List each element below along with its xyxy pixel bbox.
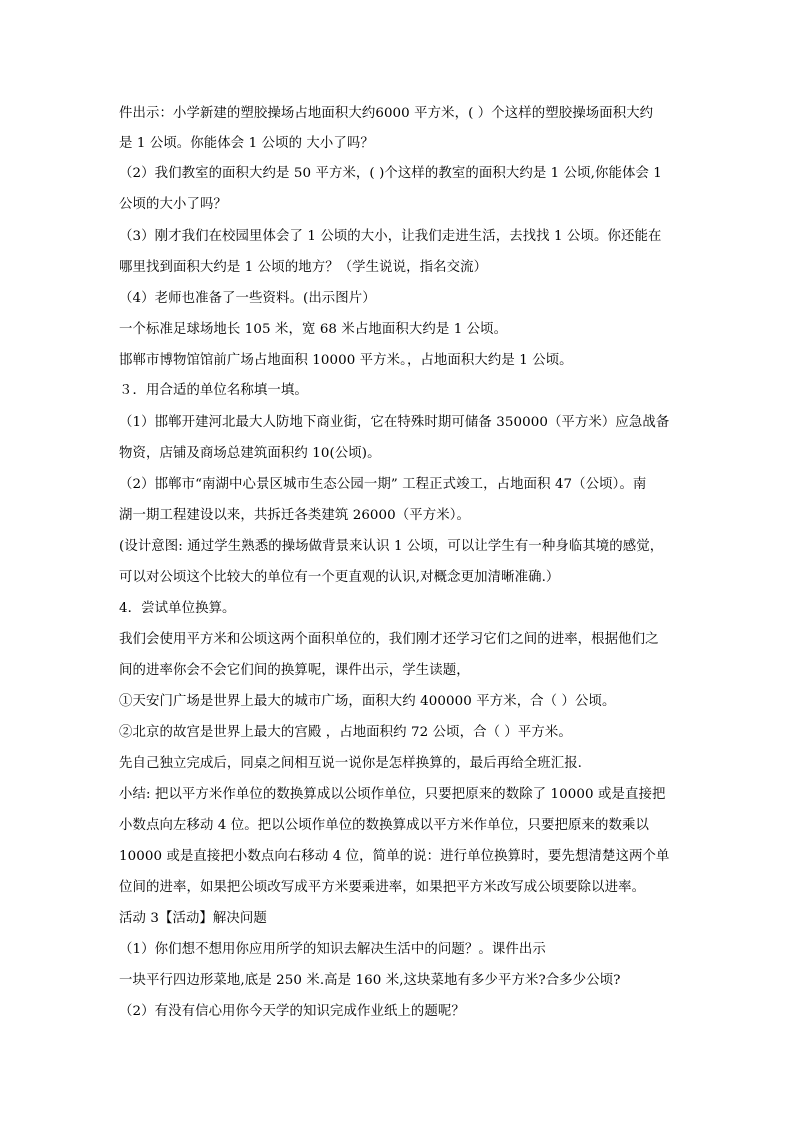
paragraph-line: 先自己独立完成后，同桌之间相互说一说你是怎样换算的，最后再给全班汇报. bbox=[119, 756, 583, 771]
paragraph-line: （2）我们教室的面积大约是 50 平方米，( )个这样的教室的面积大约是 1 公顷,你能体会 1 bbox=[119, 166, 662, 181]
section-heading: 4．尝试单位换算。 bbox=[119, 601, 236, 616]
paragraph-line: 一个标准足球场地长 105 米，宽 68 米占地面积大约是 1 公顷。 bbox=[119, 322, 508, 337]
paragraph-line: 是 1 公顷。你能体会 1 公顷的 大小了吗？ bbox=[119, 136, 374, 151]
paragraph-line: 邯郸市博物馆馆前广场占地面积 10000 平方米。，占地面积大约是 1 公顷。 bbox=[119, 353, 573, 368]
paragraph-line: 间的进率你会不会它们间的换算呢，课件出示，学生读题， bbox=[119, 663, 470, 678]
paragraph-line: （1）你们想不想用你应用所学的知识去解决生活中的问题？。课件出示 bbox=[119, 942, 546, 957]
paragraph-line: (设计意图: 通过学生熟悉的操场做背景来认识 1 公顷，可以让学生有一种身临其境的感觉， bbox=[119, 539, 664, 554]
paragraph-line: 公顷的大小了吗？ bbox=[119, 197, 227, 212]
question-line: ①天安门广场是世界上最大的城市广场，面积大约 400000 平方米，合（ ）公顷。 bbox=[119, 694, 616, 709]
paragraph-line: 小数点向左移动 4 位。把以公顷作单位的数换算成以平方米作单位，只要把原来的数乘以 bbox=[119, 818, 649, 833]
paragraph-line: 可以对公顷这个比较大的单位有一个更直观的认识,对概念更加清晰准确.） bbox=[119, 570, 560, 585]
paragraph-line: 一块平行四边形菜地,底是 250 米.高是 160 米,这块菜地有多少平方米?合多少公顷? bbox=[119, 973, 621, 988]
paragraph-line: （1）邯郸开建河北最大人防地下商业街，它在特殊时期可储备 350000（平方米）应急战备 bbox=[119, 415, 670, 430]
paragraph-line: （4）老师也准备了一些资料。(出示图片） bbox=[119, 291, 376, 306]
paragraph-line: 湖一期工程建设以来，共拆迁各类建筑 26000（平方米）。 bbox=[119, 508, 471, 523]
paragraph-line: （2）邯郸市“南湖中心景区城市生态公园一期” 工程正式竣工，占地面积 47（公顷）。南 bbox=[119, 477, 647, 492]
section-heading: ３．用合适的单位名称填一填。 bbox=[119, 383, 308, 398]
paragraph-line: 哪里找到面积大约是 1 公顷的地方？（学生说说，指名交流） bbox=[119, 260, 488, 275]
paragraph-line: 我们会使用平方米和公顷这两个面积单位的，我们刚才还学习它们之间的进率，根据他们之 bbox=[119, 632, 659, 647]
section-heading: 活动 3【活动】解决问题 bbox=[119, 911, 267, 926]
paragraph-line: 小结: 把以平方米作单位的数换算成以公顷作单位，只要把原来的数除了 10000 或是直接把 bbox=[119, 787, 666, 802]
paragraph-line: （3）刚才我们在校园里体会了 1 公顷的大小，让我们走进生活，去找找 1 公顷。你还能在 bbox=[119, 229, 662, 244]
paragraph-line: 物资，店铺及商场总建筑面积约 10(公顷)。 bbox=[119, 446, 381, 461]
paragraph-line: 10000 或是直接把小数点向右移动 4 位，简单的说：进行单位换算时，要先想清楚这两个单 bbox=[119, 849, 670, 864]
paragraph-line: 位间的进率，如果把公顷改写成平方米要乘进率，如果把平方米改写成公顷要除以进率。 bbox=[119, 880, 646, 895]
paragraph-line: （2）有没有信心用你今天学的知识完成作业纸上的题呢？ bbox=[119, 1004, 465, 1019]
question-line: ②北京的故宫是世界上最大的宫殿 ，占地面积约 72 公顷，合（ ）平方米。 bbox=[119, 725, 572, 740]
paragraph-line: 件出示：小学新建的塑胶操场占地面积大约6000 平方米，( ）个这样的塑胶操场面积大约 bbox=[119, 106, 654, 121]
